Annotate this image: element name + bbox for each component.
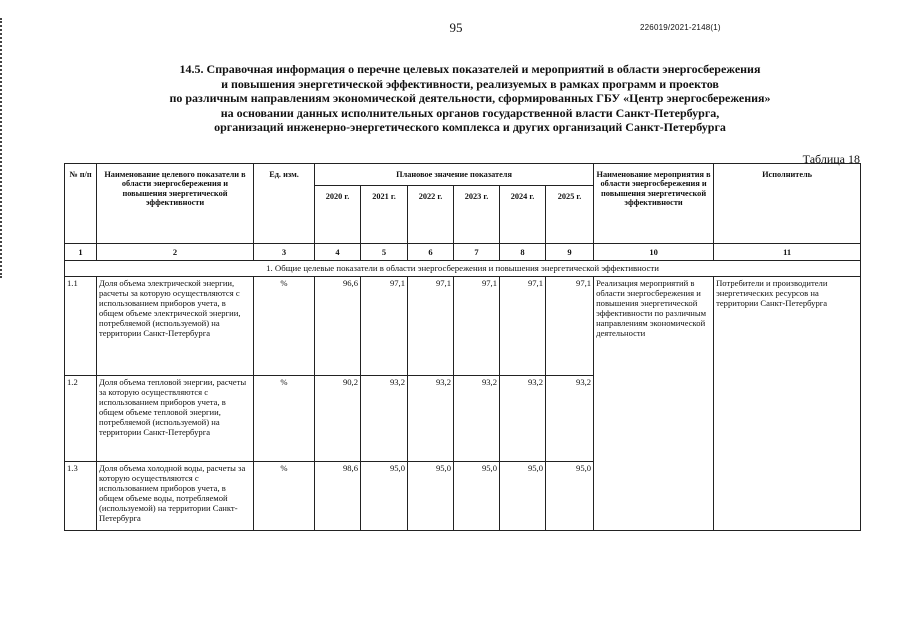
header-unit: Ед. изм.: [254, 164, 315, 244]
indicator-name: Доля объема электрической энергии, расчеты за которую осуществляются с использованием приборов учета, в общем объеме электрической энергии, потребляемой (используемой) на территории Санкт-Петербурга: [97, 277, 254, 376]
column-number: 7: [454, 244, 500, 261]
header-year: 2023 г.: [454, 186, 500, 244]
unit: %: [254, 277, 315, 376]
value-2024: 97,1: [500, 277, 546, 376]
column-number: 6: [408, 244, 454, 261]
value-2024: 93,2: [500, 376, 546, 462]
value-2021: 93,2: [361, 376, 408, 462]
header-year: 2024 г.: [500, 186, 546, 244]
title-line: 14.5. Справочная информация о перечне целевых показателей и мероприятий в области энергосбережения: [179, 62, 761, 76]
header-measure: Наименование мероприятия в области энергосбережения и повышения энергетической эффективности: [594, 164, 714, 244]
value-2021: 97,1: [361, 277, 408, 376]
title-line: по различным направлениям экономической деятельности, сформированных ГБУ «Центр энергосбережения»: [169, 91, 771, 106]
header-year: 2021 г.: [361, 186, 408, 244]
column-number: 10: [594, 244, 714, 261]
value-2020: 90,2: [315, 376, 361, 462]
indicators-table: [64, 163, 861, 531]
column-number: 8: [500, 244, 546, 261]
row-number: 1.3: [65, 462, 97, 531]
value-2020: 96,6: [315, 277, 361, 376]
value-2025: 95,0: [546, 462, 594, 531]
indicator-name: Доля объема тепловой энергии, расчеты за которую осуществляются с использованием приборов учета, в общем объеме тепловой энергии, потребляемой (используемой) на территории Санкт-Петербурга: [97, 376, 254, 462]
title-line: и повышения энергетической эффективности, реализуемых в рамках программ и проектов: [221, 76, 719, 91]
column-number: 1: [65, 244, 97, 261]
value-2022: 97,1: [408, 277, 454, 376]
header-year: 2022 г.: [408, 186, 454, 244]
value-2025: 97,1: [546, 277, 594, 376]
column-number: 3: [254, 244, 315, 261]
value-2023: 93,2: [454, 376, 500, 462]
document-code: 226019/2021-2148(1): [640, 23, 721, 32]
column-number: 11: [714, 244, 861, 261]
page-number: 95: [449, 20, 463, 35]
unit: %: [254, 376, 315, 462]
header-year: 2025 г.: [546, 186, 594, 244]
section-title: [110, 62, 830, 135]
value-2023: 97,1: [454, 277, 500, 376]
row-number: 1.1: [65, 277, 97, 376]
header-row: [65, 164, 861, 186]
column-number: 9: [546, 244, 594, 261]
column-numbers-row: [65, 244, 861, 261]
header-executor: Исполнитель: [714, 164, 861, 244]
header-num: № п/п: [65, 164, 97, 244]
section-heading: 1. Общие целевые показатели в области энергосбережения и повышения энергетической эффективности: [65, 261, 861, 277]
column-number: 4: [315, 244, 361, 261]
header-year: 2020 г.: [315, 186, 361, 244]
value-2025: 93,2: [546, 376, 594, 462]
value-2020: 98,6: [315, 462, 361, 531]
table-row: [65, 277, 861, 376]
section-row: [65, 261, 861, 277]
column-number: 2: [97, 244, 254, 261]
value-2022: 93,2: [408, 376, 454, 462]
title-line: на основании данных исполнительных органов государственной власти Санкт-Петербурга,: [220, 105, 720, 120]
unit: %: [254, 462, 315, 531]
value-2024: 95,0: [500, 462, 546, 531]
binding-edge-marks: [0, 18, 7, 278]
executor-description: Потребители и производители энергетических ресурсов на территории Санкт-Петербурга: [714, 277, 861, 531]
row-number: 1.2: [65, 376, 97, 462]
value-2022: 95,0: [408, 462, 454, 531]
indicator-name: Доля объема холодной воды, расчеты за которую осуществляются с использованием приборов учета, в общем объеме воды, потребляемой (используемой) на территории Санкт-Петербурга: [97, 462, 254, 531]
column-number: 5: [361, 244, 408, 261]
value-2023: 95,0: [454, 462, 500, 531]
title-line: организаций инженерно-энергетического комплекса и других организаций Санкт-Петербурга: [214, 120, 726, 135]
header-name: Наименование целевого показатели в области энергосбережения и повышения энергетической эффективности: [97, 164, 254, 244]
header-plan: Плановое значение показателя: [315, 164, 594, 186]
table-caption: Таблица 18: [802, 152, 860, 166]
value-2021: 95,0: [361, 462, 408, 531]
measure-description: Реализация мероприятий в области энергосбережения и повышения энергетической эффективности по различным направлениям экономической деятельности: [594, 277, 714, 531]
